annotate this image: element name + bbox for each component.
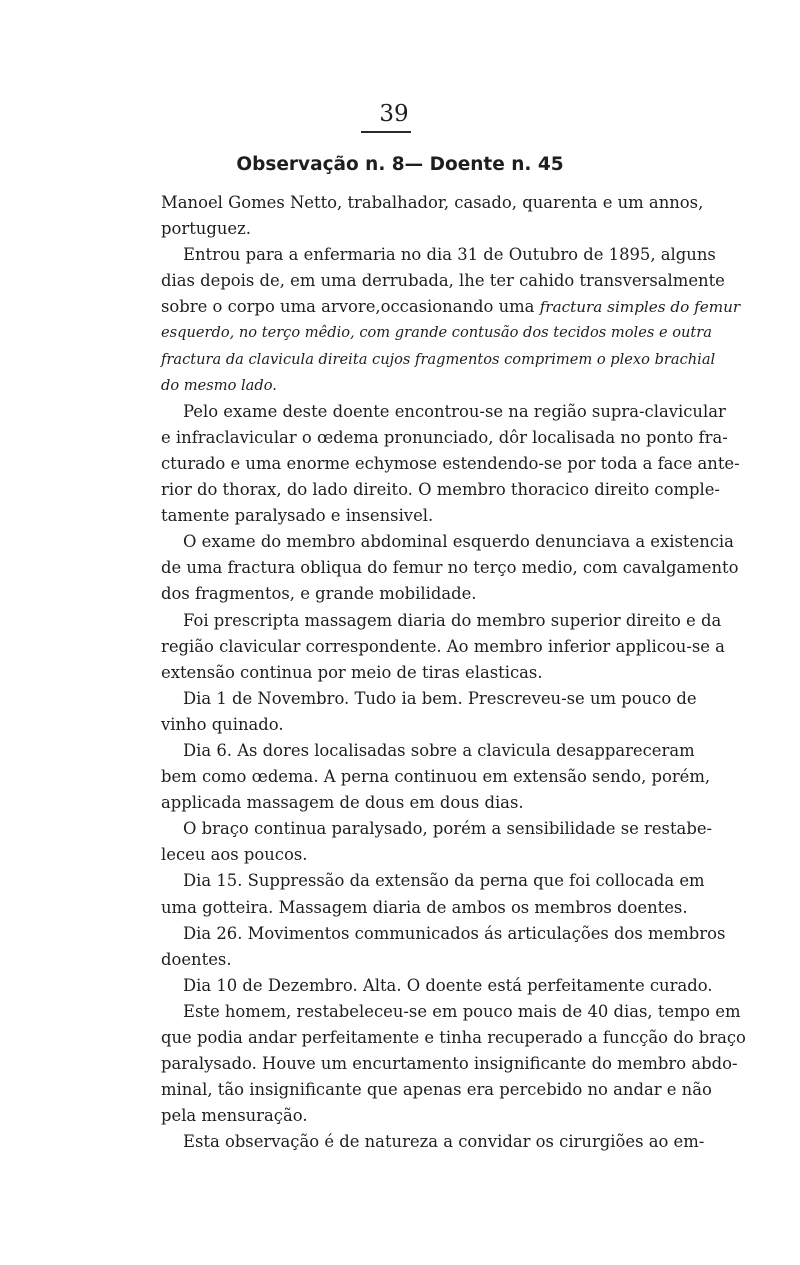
- text-line: de uma fractura obliqua do femur no terço medio, com cavalgamento: [161, 558, 739, 578]
- text-line: paralysado. Houve um encurtamento insignificante do membro abdo-: [161, 1054, 738, 1074]
- text-line: rior do thorax, do lado direito. O membro thoracico direito comple-: [161, 480, 720, 500]
- text-line: uma gotteira. Massagem diaria de ambos os membros doentes.: [161, 897, 688, 917]
- text-line: Esta observação é de natureza a convidar os cirurgiões ao em-: [183, 1132, 705, 1152]
- text-line: pela mensuração.: [161, 1106, 308, 1126]
- text-line: cturado e uma enorme echymose estendendo-se por toda a face ante-: [161, 453, 740, 473]
- text-line: doentes.: [161, 949, 232, 969]
- text-line: Pelo exame deste doente encontrou-se na região supra-clavicular: [183, 401, 726, 421]
- text-line: dos fragmentos, e grande mobilidade.: [161, 584, 477, 604]
- text-line: O braço continua paralysado, porém a sensibilidade se restabe-: [183, 819, 713, 839]
- text-line: Dia 6. As dores localisadas sobre a clavicula desappareceram: [183, 740, 695, 760]
- text-line: Manoel Gomes Netto, trabalhador, casado, quarenta e um annos,: [161, 193, 704, 212]
- text-line: extensão continua por meio de tiras elasticas.: [161, 662, 543, 682]
- text-line: Dia 10 de Dezembro. Alta. O doente está perfeitamente curado.: [183, 975, 713, 995]
- text-line: O exame do membro abdominal esquerdo denunciava a existencia: [183, 532, 734, 552]
- header-rule: [361, 131, 411, 133]
- text-line: que podia andar perfeitamente e tinha recuperado a funcção do braço: [161, 1028, 746, 1047]
- text-line-italic: esquerdo, no terço mêdio, com grande contusão dos tecidos moles e outra: [161, 324, 712, 342]
- text-line-italic: fractura da clavicula direita cujos fragmentos comprimem o plexo brachial: [161, 350, 716, 368]
- text-line: Este homem, restabeleceu-se em pouco mais de 40 dias, tempo em: [183, 1001, 741, 1021]
- text-line: região clavicular correspondente. Ao membro inferior applicou-se a: [161, 636, 725, 656]
- text-line: Dia 15. Suppressão da extensão da perna que foi collocada em: [183, 871, 705, 891]
- text-line: leceu aos poucos.: [161, 845, 308, 865]
- text-line: e infraclavicular o œdema pronunciado, dôr localisada no ponto fra-: [161, 427, 728, 447]
- text-line-italic: do mesmo lado.: [161, 376, 277, 394]
- observation-title: Observação n. 8— Doente n. 45: [236, 154, 564, 175]
- text-line: Dia 26. Movimentos communicados ás articulações dos membros: [183, 923, 726, 943]
- page-number: 39: [379, 101, 409, 127]
- emphasis-text: fractura simples do femur: [539, 298, 741, 317]
- text-line: tamente paralysado e insensivel.: [161, 506, 434, 526]
- text-line: applicada massagem de dous em dous dias.: [161, 793, 524, 813]
- text-line: vinho quinado.: [161, 714, 284, 734]
- text-line: Entrou para a enfermaria no dia 31 de Outubro de 1895, alguns: [183, 245, 716, 265]
- text-line: Foi prescripta massagem diaria do membro superior direito e da: [183, 610, 722, 630]
- text-line: bem como œdema. A perna continuou em extensão sendo, porém,: [161, 767, 711, 787]
- text-line: minal, tão insignificante que apenas era percebido no andar e não: [161, 1080, 712, 1100]
- text-line: portuguez.: [161, 219, 251, 239]
- text-line: dias depois de, em uma derrubada, lhe ter cahido transversalmente: [161, 271, 725, 291]
- document-body: [161, 190, 746, 1155]
- text-segment: sobre o corpo uma arvore,occasionando uma: [161, 297, 535, 317]
- text-line: Dia 1 de Novembro. Tudo ia bem. Prescreveu-se um pouco de: [183, 688, 697, 708]
- text-line-mixed: [161, 294, 741, 320]
